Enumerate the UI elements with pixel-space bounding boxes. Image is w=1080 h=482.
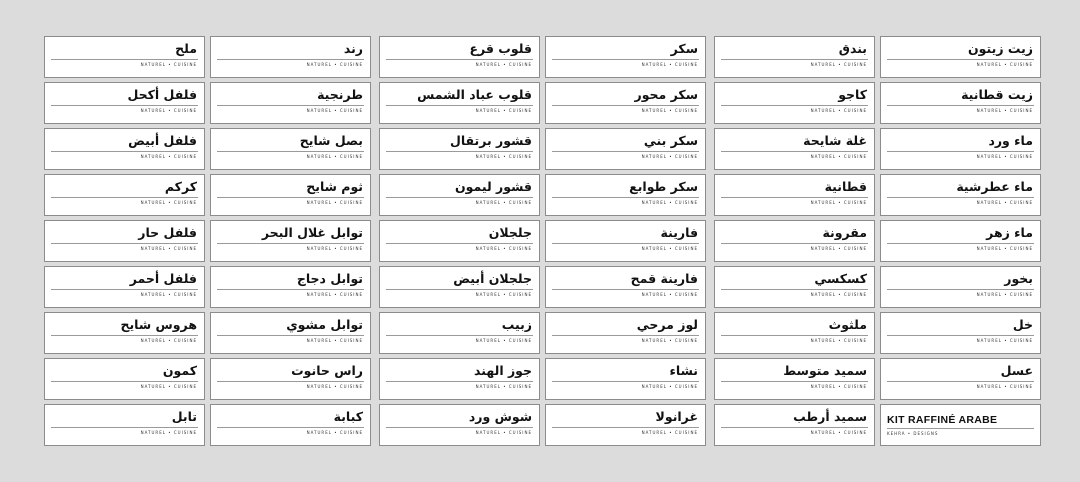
label-name: ماء عطرشية <box>956 179 1033 194</box>
label-name: خل <box>1012 317 1033 332</box>
jar-label <box>714 36 875 78</box>
jar-label <box>379 312 540 354</box>
jar-label <box>379 174 540 216</box>
label-name: كبابة <box>333 409 363 424</box>
label-divider <box>386 105 533 106</box>
label-tagline: NATUREL • CUISINE <box>140 292 197 297</box>
jar-label <box>379 266 540 308</box>
jar-label <box>714 358 875 400</box>
label-tagline: NATUREL • CUISINE <box>306 430 363 435</box>
label-name: سكر محور <box>634 87 698 102</box>
label-name: سكر <box>670 41 698 56</box>
label-tagline: NATUREL • CUISINE <box>641 430 698 435</box>
jar-label <box>545 82 706 124</box>
jar-label <box>880 266 1041 308</box>
label-tagline: NATUREL • CUISINE <box>475 384 532 389</box>
jar-label <box>714 174 875 216</box>
jar-label <box>880 128 1041 170</box>
label-divider <box>721 197 868 198</box>
label-name: ثوم شايح <box>306 179 363 194</box>
label-divider <box>887 335 1034 336</box>
jar-label <box>210 220 371 262</box>
label-divider <box>887 289 1034 290</box>
label-name: قطانية <box>824 179 867 194</box>
label-divider <box>217 151 364 152</box>
jar-label <box>379 128 540 170</box>
label-tagline: NATUREL • CUISINE <box>306 246 363 251</box>
label-tagline: NATUREL • CUISINE <box>306 200 363 205</box>
label-name: مقرونة <box>822 225 867 240</box>
label-divider <box>51 105 198 106</box>
kit-title: KIT RAFFINÉ ARABE <box>887 414 998 426</box>
jar-label <box>210 266 371 308</box>
label-name: كسكسي <box>814 271 867 286</box>
label-sheet-baking <box>379 36 706 446</box>
label-name: فلفل أكحل <box>127 87 197 102</box>
label-divider <box>51 243 198 244</box>
jar-label <box>379 82 540 124</box>
label-tagline: NATUREL • CUISINE <box>976 246 1033 251</box>
label-divider <box>552 335 699 336</box>
jar-label <box>210 174 371 216</box>
label-name: قلوب عباد الشمس <box>417 87 532 102</box>
label-tagline: NATUREL • CUISINE <box>641 62 698 67</box>
label-tagline: NATUREL • CUISINE <box>810 384 867 389</box>
label-tagline: NATUREL • CUISINE <box>475 154 532 159</box>
label-name: قشور ليمون <box>455 179 532 194</box>
label-tagline: NATUREL • CUISINE <box>641 246 698 251</box>
label-tagline: NATUREL • CUISINE <box>976 384 1033 389</box>
label-tagline: NATUREL • CUISINE <box>140 200 197 205</box>
label-name: ماء زهر <box>986 225 1033 240</box>
label-tagline: NATUREL • CUISINE <box>475 108 532 113</box>
label-divider <box>217 197 364 198</box>
label-divider <box>721 243 868 244</box>
jar-label <box>44 312 205 354</box>
label-divider <box>552 105 699 106</box>
label-tagline: NATUREL • CUISINE <box>810 338 867 343</box>
label-divider <box>721 59 868 60</box>
label-tagline: NATUREL • CUISINE <box>475 246 532 251</box>
label-divider <box>51 335 198 336</box>
label-name: شوش ورد <box>468 409 532 424</box>
label-divider <box>721 289 868 290</box>
label-divider <box>51 151 198 152</box>
label-tagline: NATUREL • CUISINE <box>976 338 1033 343</box>
label-name: جوز الهند <box>474 363 532 378</box>
label-divider <box>217 335 364 336</box>
label-divider <box>217 381 364 382</box>
label-divider <box>721 105 868 106</box>
label-tagline: NATUREL • CUISINE <box>306 338 363 343</box>
label-divider <box>552 243 699 244</box>
label-tagline: NATUREL • CUISINE <box>140 338 197 343</box>
label-tagline: NATUREL • CUISINE <box>306 292 363 297</box>
jar-label <box>210 128 371 170</box>
label-tagline: NATUREL • CUISINE <box>976 154 1033 159</box>
label-tagline: NATUREL • CUISINE <box>475 430 532 435</box>
label-tagline: NATUREL • CUISINE <box>140 384 197 389</box>
jar-label <box>44 36 205 78</box>
label-name: غلة شايحة <box>803 133 867 148</box>
label-tagline: NATUREL • CUISINE <box>641 200 698 205</box>
label-tagline: NATUREL • CUISINE <box>306 154 363 159</box>
label-divider <box>552 427 699 428</box>
label-name: رند <box>343 41 363 56</box>
jar-label <box>545 358 706 400</box>
label-tagline: NATUREL • CUISINE <box>140 430 197 435</box>
label-name: ملثوث <box>828 317 867 332</box>
label-sheet-pantry <box>714 36 1041 446</box>
label-divider <box>51 197 198 198</box>
kit-credit: KEHRA • DESIGNS <box>887 431 939 436</box>
label-name: زيت قطانية <box>961 87 1033 102</box>
jar-label <box>545 174 706 216</box>
label-divider <box>51 289 198 290</box>
label-name: ملح <box>175 41 197 56</box>
label-divider <box>386 289 533 290</box>
label-tagline: NATUREL • CUISINE <box>810 246 867 251</box>
label-divider <box>552 197 699 198</box>
label-tagline: NATUREL • CUISINE <box>140 62 197 67</box>
label-divider <box>887 428 1034 429</box>
label-divider <box>721 381 868 382</box>
label-name: توابل غلال البحر <box>261 225 363 240</box>
label-divider <box>217 105 364 106</box>
label-divider <box>552 381 699 382</box>
label-name: بندق <box>838 41 867 56</box>
kit-title-label <box>880 404 1041 446</box>
label-tagline: NATUREL • CUISINE <box>641 338 698 343</box>
jar-label <box>880 174 1041 216</box>
label-divider <box>386 59 533 60</box>
label-tagline: NATUREL • CUISINE <box>140 246 197 251</box>
label-divider <box>552 59 699 60</box>
label-divider <box>887 197 1034 198</box>
label-name: سكر بني <box>643 133 698 148</box>
label-divider <box>552 151 699 152</box>
jar-label <box>210 36 371 78</box>
label-divider <box>887 59 1034 60</box>
label-tagline: NATUREL • CUISINE <box>140 108 197 113</box>
label-name: بصل شايح <box>299 133 363 148</box>
label-divider <box>386 197 533 198</box>
label-tagline: NATUREL • CUISINE <box>641 154 698 159</box>
label-name: لوز مرحي <box>636 317 698 332</box>
label-tagline: NATUREL • CUISINE <box>475 200 532 205</box>
label-name: طرنجية <box>317 87 363 102</box>
label-name: جلجلان أبيض <box>453 271 532 286</box>
label-divider <box>386 151 533 152</box>
label-tagline: NATUREL • CUISINE <box>810 200 867 205</box>
jar-label <box>880 82 1041 124</box>
label-name: راس حانوت <box>291 363 363 378</box>
label-divider <box>217 289 364 290</box>
jar-label <box>44 266 205 308</box>
label-name: عسل <box>1000 363 1033 378</box>
label-divider <box>887 243 1034 244</box>
jar-label <box>880 36 1041 78</box>
label-name: قلوب قرع <box>469 41 532 56</box>
label-name: تابل <box>171 409 197 424</box>
label-tagline: NATUREL • CUISINE <box>306 108 363 113</box>
label-divider <box>217 59 364 60</box>
label-name: قشور برتقال <box>450 133 532 148</box>
label-name: توابل دجاج <box>296 271 363 286</box>
jar-label <box>714 404 875 446</box>
label-divider <box>51 59 198 60</box>
jar-label <box>880 220 1041 262</box>
label-name: بخور <box>1004 271 1033 286</box>
label-name: سميد أرطب <box>793 409 867 424</box>
label-tagline: NATUREL • CUISINE <box>306 62 363 67</box>
jar-label <box>545 404 706 446</box>
label-tagline: NATUREL • CUISINE <box>475 338 532 343</box>
jar-label <box>545 220 706 262</box>
label-divider <box>51 427 198 428</box>
label-tagline: NATUREL • CUISINE <box>976 108 1033 113</box>
label-tagline: NATUREL • CUISINE <box>641 108 698 113</box>
jar-label <box>44 220 205 262</box>
label-divider <box>386 427 533 428</box>
label-divider <box>386 335 533 336</box>
jar-label <box>379 36 540 78</box>
label-tagline: NATUREL • CUISINE <box>140 154 197 159</box>
jar-label <box>210 312 371 354</box>
label-divider <box>887 381 1034 382</box>
label-tagline: NATUREL • CUISINE <box>306 384 363 389</box>
label-name: زيت زيتون <box>968 41 1033 56</box>
jar-label <box>880 358 1041 400</box>
label-tagline: NATUREL • CUISINE <box>810 292 867 297</box>
label-divider <box>386 243 533 244</box>
label-tagline: NATUREL • CUISINE <box>641 292 698 297</box>
label-name: زبيب <box>501 317 532 332</box>
label-tagline: NATUREL • CUISINE <box>976 292 1033 297</box>
jar-label <box>714 82 875 124</box>
jar-label <box>379 358 540 400</box>
label-name: فلفل حار <box>138 225 197 240</box>
label-tagline: NATUREL • CUISINE <box>810 62 867 67</box>
label-tagline: NATUREL • CUISINE <box>810 430 867 435</box>
label-name: فلفل أبيض <box>128 133 197 148</box>
jar-label <box>210 404 371 446</box>
label-name: نشاء <box>669 363 698 378</box>
label-name: سميد متوسط <box>783 363 867 378</box>
label-divider <box>887 105 1034 106</box>
label-divider <box>386 381 533 382</box>
label-divider <box>217 243 364 244</box>
label-name: فارينة <box>660 225 698 240</box>
jar-label <box>210 358 371 400</box>
label-name: ماء ورد <box>988 133 1033 148</box>
jar-label <box>714 220 875 262</box>
label-tagline: NATUREL • CUISINE <box>475 292 532 297</box>
label-name: فلفل أحمر <box>129 271 197 286</box>
label-tagline: NATUREL • CUISINE <box>810 108 867 113</box>
label-name: كركم <box>164 179 197 194</box>
jar-label <box>714 128 875 170</box>
label-divider <box>552 289 699 290</box>
label-tagline: NATUREL • CUISINE <box>475 62 532 67</box>
label-tagline: NATUREL • CUISINE <box>976 62 1033 67</box>
label-divider <box>51 381 198 382</box>
jar-label <box>44 404 205 446</box>
jar-label <box>44 82 205 124</box>
label-name: توابل مشوي <box>286 317 363 332</box>
label-divider <box>217 427 364 428</box>
label-divider <box>721 427 868 428</box>
label-divider <box>887 151 1034 152</box>
label-name: سكر طوابع <box>629 179 698 194</box>
jar-label <box>44 128 205 170</box>
label-divider <box>721 335 868 336</box>
label-name: فارينة قمح <box>630 271 698 286</box>
jar-label <box>545 128 706 170</box>
label-name: هروس شايح <box>120 317 197 332</box>
jar-label <box>545 312 706 354</box>
jar-label <box>545 266 706 308</box>
label-tagline: NATUREL • CUISINE <box>810 154 867 159</box>
jar-label <box>714 312 875 354</box>
jar-label <box>714 266 875 308</box>
jar-label <box>379 220 540 262</box>
label-divider <box>721 151 868 152</box>
jar-label <box>545 36 706 78</box>
jar-label <box>379 404 540 446</box>
label-name: جلجلان <box>488 225 532 240</box>
jar-label <box>880 312 1041 354</box>
label-name: كمون <box>162 363 197 378</box>
jar-label <box>210 82 371 124</box>
jar-label <box>44 174 205 216</box>
jar-label <box>44 358 205 400</box>
label-tagline: NATUREL • CUISINE <box>976 200 1033 205</box>
label-name: غرانولا <box>655 409 698 424</box>
label-tagline: NATUREL • CUISINE <box>641 384 698 389</box>
label-name: كاجو <box>838 87 867 102</box>
label-sheet-spices <box>44 36 371 446</box>
